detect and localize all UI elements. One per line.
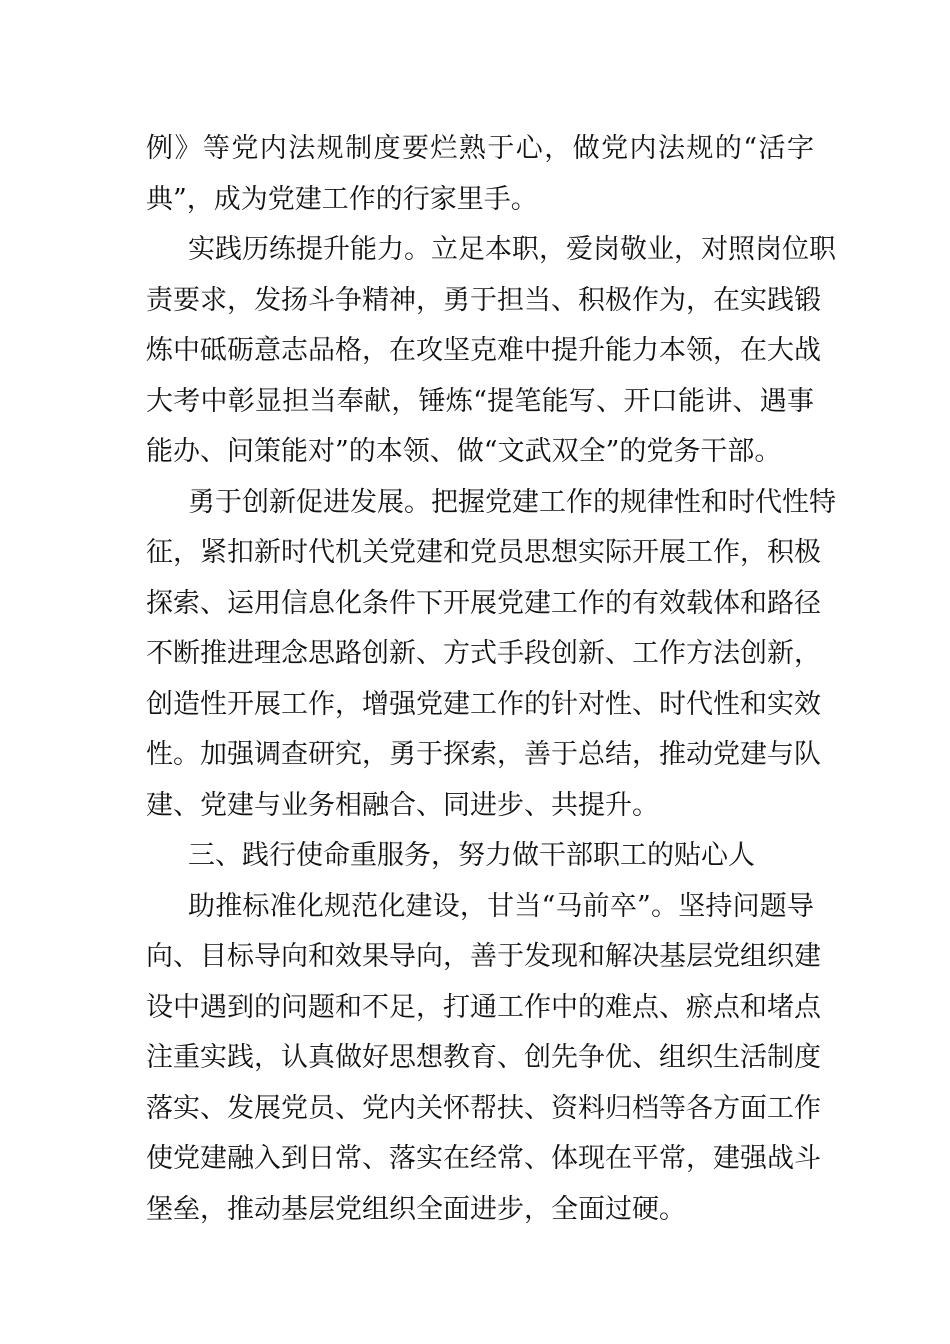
text-line: 征，紧扣新时代机关党建和党员思想实际开展工作，积极 bbox=[146, 537, 821, 568]
text-line: 性。加强调查研究，勇于探索，善于总结，推动党建与队 bbox=[146, 739, 821, 770]
text-line: 探索、运用信息化条件下开展党建工作的有效载体和路径 bbox=[146, 587, 821, 619]
text-line: 责要求，发扬斗争精神，勇于担当、积极作为，在实践锻 bbox=[146, 284, 821, 316]
text-line: 三、践行使命重服务，努力做干部职工的贴心人 bbox=[188, 840, 755, 871]
text-line: 设中遇到的问题和不足，打通工作中的难点、瘀点和堵点 bbox=[146, 991, 821, 1023]
text-line: 使党建融入到日常、落实在经常、体现在平常，建强战斗 bbox=[146, 1143, 821, 1174]
text-line: 创造性开展工作，增强党建工作的针对性、时代性和实效 bbox=[146, 688, 821, 720]
text-line: 注重实践，认真做好思想教育、创先争优、组织生活制度 bbox=[146, 1042, 821, 1073]
body-text bbox=[146, 124, 836, 1235]
text-line: 不断推进理念思路创新、方式手段创新、工作方法创新， bbox=[146, 638, 821, 669]
text-line: 实践历练提升能力。立足本职，爱岗敬业，对照岗位职 bbox=[188, 234, 836, 265]
text-line: 助推标准化规范化建设，甘当“马前卒”。坚持问题导 bbox=[188, 890, 814, 922]
text-line: 堡垒，推动基层党组织全面进步，全面过硬。 bbox=[146, 1193, 686, 1225]
text-line: 炼中砥砺意志品格，在攻坚克难中提升能力本领，在大战 bbox=[146, 335, 821, 366]
text-line: 勇于创新促进发展。把握党建工作的规律性和时代性特 bbox=[188, 486, 836, 518]
text-line: 落实、发展党员、党内关怀帮扶、资料归档等各方面工作 bbox=[146, 1092, 821, 1124]
text-line: 能办、问策能对”的本领、做“文武双全”的党务干部。 bbox=[146, 436, 782, 467]
text-line: 建、党建与业务相融合、同进步、共提升。 bbox=[146, 789, 659, 821]
text-line: 例》等党内法规制度要烂熟于心，做党内法规的“活字 bbox=[146, 133, 814, 164]
text-line: 典”，成为党建工作的行家里手。 bbox=[146, 183, 538, 215]
text-line: 大考中彰显担当奉献，锤炼“提笔能写、开口能讲、遇事 bbox=[146, 385, 814, 417]
text-line: 向、目标导向和效果导向，善于发现和解决基层党组织建 bbox=[146, 941, 821, 972]
